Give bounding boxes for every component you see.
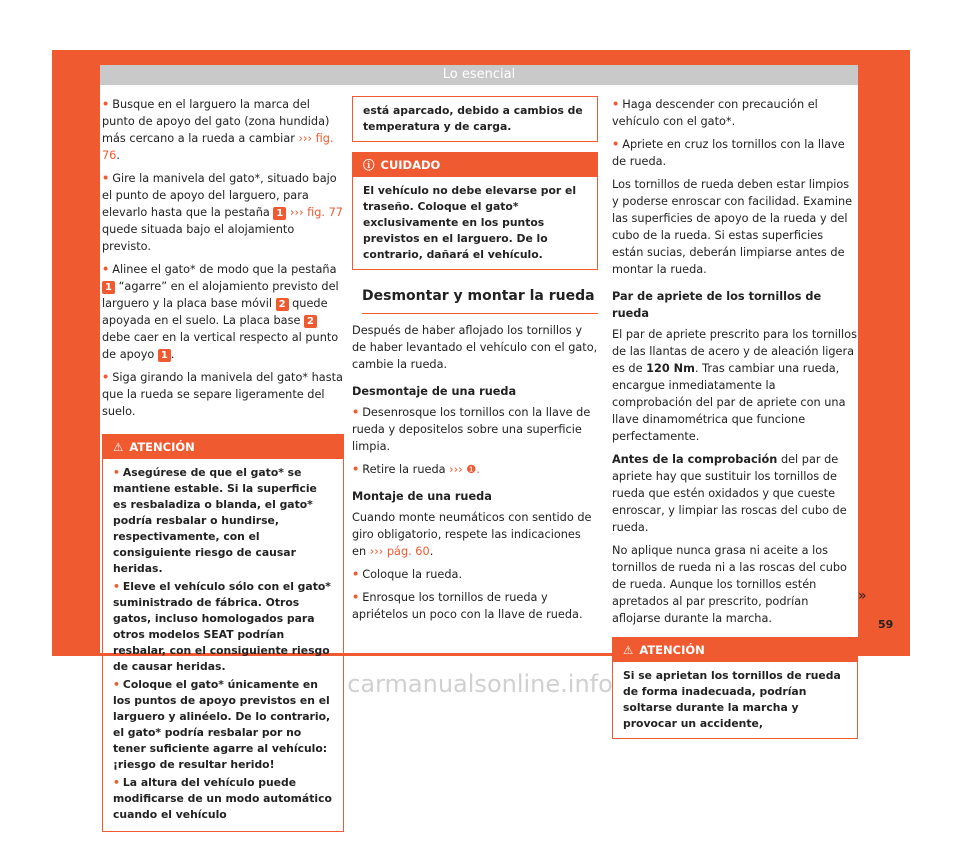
warning-triangle-icon: ⚠ <box>623 643 634 657</box>
mounting-text: Cuando monte neumáticos con sentido de giro obligatorio, respete las indicaciones en ››› pág. 60. <box>352 511 592 558</box>
marker-1: 1 <box>102 281 115 294</box>
subheading-removal: Desmontaje de una rueda <box>352 385 517 398</box>
column-1 <box>102 96 344 842</box>
continue-mark: » <box>858 588 867 604</box>
caution-box <box>352 152 598 270</box>
info-circle-icon: ⓘ <box>363 158 375 172</box>
marker-2: 2 <box>276 298 289 311</box>
warning-header-2: ⚠ ATENCIÓN <box>613 638 857 662</box>
warning-continuation-box <box>352 96 598 142</box>
column-3 <box>612 96 858 749</box>
caution-header: ⓘ CUIDADO <box>353 153 597 177</box>
marker-2: 2 <box>304 315 317 328</box>
step-place-wheel: • Coloque la rueda. <box>352 568 463 581</box>
warning-continuation: está aparcado, debido a cambios de temperatura y de carga. <box>363 104 583 133</box>
marker-1: 1 <box>158 349 171 362</box>
section-title: Desmontar y montar la rueda <box>362 288 598 314</box>
subheading-torque: Par de apriete de los tornillos de rueda <box>612 290 822 320</box>
column-2 <box>352 96 598 629</box>
watermark: carmanualsonline.info <box>347 670 613 698</box>
fig-76-link[interactable]: ››› fig. 76 <box>102 132 334 162</box>
caution-body: El vehículo no debe elevarse por el traseño. Coloque el gato* exclusivamente en los puntos previstos en el larguero. De lo contrario, dañará el vehículo. <box>363 184 577 261</box>
torque-text: El par de apriete prescrito para los tornillos de las llantas de acero y de aleación ligera es de 120 Nm. Tras cambiar una rueda, encargue inmediatamente la comprobación del par de apriete con una llave dinamométrica que funcione perfectamente. <box>612 328 857 443</box>
bolt-cleanliness-text: Los tornillos de rueda deben estar limpios y poderse enroscar con facilidad. Examine las superficies de apoyo de la rueda y del cubo de la rueda. Si estas superficies están sucias, deberán limpiarse antes de montar la rueda. <box>612 178 853 276</box>
warning-link[interactable]: ››› ❶. <box>449 463 481 476</box>
step-tighten-cross: • Apriete en cruz los tornillos con la llave de rueda. <box>612 138 845 168</box>
warning-body-2: Si se aprietan los tornillos de rueda de forma inadecuada, podrían soltarse durante la marcha y provocar un accidente, <box>623 669 841 730</box>
step-turn-crank: • Gire la manivela del gato*, situado bajo el punto de apoyo del larguero, para elevarlo hasta que la pestaña 1 ››› fig. 77 quede situada bajo el alojamiento previsto. <box>102 172 343 253</box>
torque-value: 120 Nm <box>646 362 695 375</box>
header-title: Lo esencial <box>442 67 516 82</box>
before-check-text: Antes de la comprobación del par de apriete hay que sustituir los tornillos de rueda que estén oxidados y que cueste enroscar, y limpiar las roscas del cubo de rueda. <box>612 453 847 534</box>
warning-box <box>102 434 344 832</box>
step-unscrew: • Desenrosque los tornillos con la llave de rueda y depositelos sobre una superficie limpia. <box>352 406 591 453</box>
warning-triangle-icon: ⚠ <box>113 440 124 454</box>
step-screw-in: • Enrosque los tornillos de rueda y apriételos un poco con la llave de rueda. <box>352 591 583 621</box>
marker-1: 1 <box>273 207 286 220</box>
step-lower-vehicle: • Haga descender con precaución el vehículo con el gato*. <box>612 98 818 128</box>
page-60-link[interactable]: ››› pág. 60 <box>369 545 430 558</box>
step-lift-wheel: • Siga girando la manivela del gato* hasta que la rueda se separe ligeramente del suelo. <box>102 371 343 418</box>
intro-text: Después de haber aflojado los tornillos y de haber levantado el vehículo con el gato, cambie la rueda. <box>352 324 598 371</box>
no-grease-text: No aplique nunca grasa ni aceite a los tornillos de rueda ni a las roscas del cubo de rueda. Aunque los tornillos estén apretados al par prescrito, podrían aflojarse durante la marcha. <box>612 544 847 625</box>
page-number: 59 <box>878 618 894 631</box>
step-find-jack-point: • Busque en el larguero la marca del punto de apoyo del gato (zona hundida) más cercano a la rueda a cambiar ››› fig. 76. <box>102 98 334 162</box>
subheading-mounting: Montaje de una rueda <box>352 490 492 503</box>
step-align-jack: • Alinee el gato* de modo que la pestaña 1 “agarre” en el alojamiento previsto del larguero y la placa base móvil 2 quede apoyada en el suelo. La placa base 2 debe caer en la vertical respecto al punto de apoyo 1 . <box>102 263 339 361</box>
warning-item: • Asegúrese de que el gato* se mantiene estable. Si la superficie es resbaladiza o blanda, el gato* podría resbalar o hundirse, respectivamente, con el consiguiente riesgo de causar heridas. <box>113 466 317 575</box>
warning-item: • Coloque el gato* únicamente en los puntos de apoyo previstos en el larguero y alinéelo. De lo contrario, el gato* podría resbalar por no tener suficiente agarre al vehículo: ¡riesgo de resultar herido! <box>113 678 331 771</box>
warning-header: ⚠ ATENCIÓN <box>103 435 343 459</box>
fig-77-link[interactable]: ››› fig. 77 <box>289 206 343 219</box>
warning-item: • La altura del vehículo puede modificarse de un modo automático cuando el vehículo <box>113 776 332 821</box>
step-remove-wheel: • Retire la rueda ››› ❶. <box>352 463 481 476</box>
warning-item: • Eleve el vehículo sólo con el gato* suministrado de fábrica. Otros gatos, incluso homologados para otros modelos SEAT podrían resbalar, con el consiguiente riesgo de causar heridas. <box>113 580 331 673</box>
warning-body <box>103 459 343 831</box>
